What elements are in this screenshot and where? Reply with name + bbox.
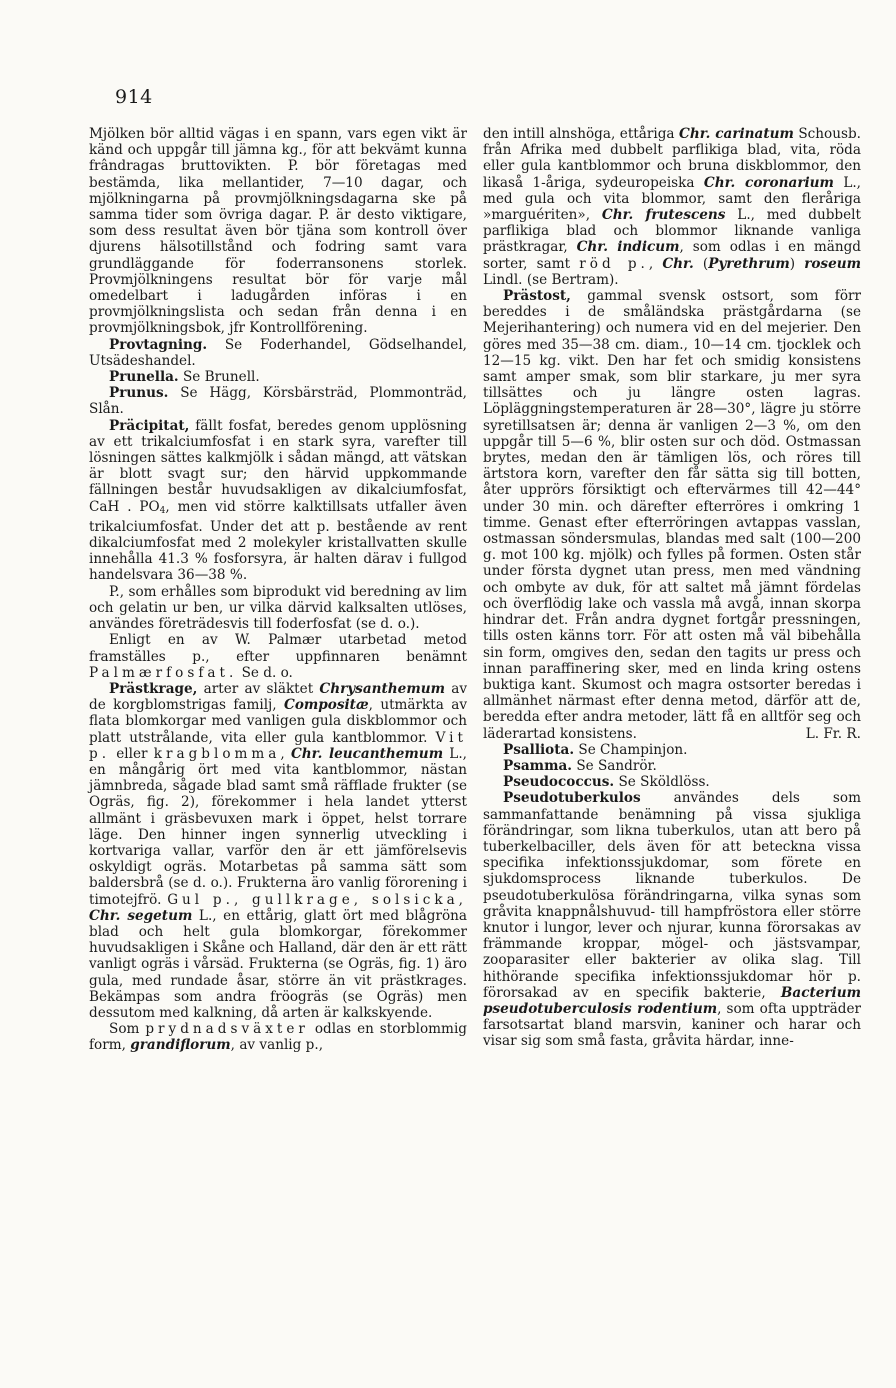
dictionary-entry (89, 681, 467, 1021)
dictionary-entry (483, 742, 861, 758)
dictionary-entry (483, 790, 861, 1049)
dictionary-entry (483, 758, 861, 774)
paragraph: Enligt en av W. Palmær utarbetad metod framställes p., efter uppfinnaren benämnt Palmærfosfat. Se d. o. (89, 632, 467, 681)
dictionary-entry (89, 337, 467, 369)
paragraph: P., som erhålles som biprodukt vid beredning av lim och gelatin ur ben, ur vilka därvid kalksalten utlöses, användes företrädesvis till foderfosfat (se d. o.). (89, 583, 467, 633)
dictionary-entry (89, 418, 467, 584)
left-column (89, 126, 467, 1054)
entry-headword: Prunella. (109, 369, 179, 386)
entry-body: användes dels som sammanfattande benämning på vissa sjukliga förändringar, som likna tuberkulos, utan att bero på tuberkelbaciller, dels även för att beteckna vissa specifika infektionssjukdomar, som förete en sjukdomsprocess liknande tuberkulos. De pseudotuberkulösa förändringarna, vilka synas som gråvita knappnålshuvud- till hampfröstora eller större knutor i lungor, lever och njurar, kunna förorsakas av främmande kroppar, mögel- och jästsvampar, zooparasiter eller bakterier av olika slag. Till hithörande specifika infektionssjukdomar hör p. förorsakad av en specifik bakterie, Bacterium pseudotuberculosis rodentium, som ofta uppträder farsotsartat bland marsvin, kaniner och harar och visar sig som små fasta, gråvita härdar, inne- (483, 790, 862, 1050)
entry-body: Se Brunell. (178, 369, 260, 386)
dictionary-entry (89, 369, 467, 385)
entry-headword: Präcipitat, (109, 417, 190, 434)
entry-body: Se Hägg, Körsbärsträd, Plommonträd, Slån. (89, 385, 467, 418)
entry-headword: Pseudococcus. (503, 774, 615, 791)
entry-body: Se Foderhandel, Gödselhandel, Utsädeshandel. (89, 336, 467, 369)
entry-headword: Provtagning. (109, 336, 208, 353)
entry-body: gammal svensk ostsort, som förr bereddes i de småländska prästgårdarna (se Mejerihantering) och numera vid en del mejerier. Den göres med 35—38 cm. diam., 10—14 cm. tjocklek och 12—15 kg. vikt. Den har fet och smidig konsistens samt amper smak, som blir starkare, ju mer syra tillsättes och ju längre osten lagras. Löpläggningstemperaturen är 28—30°, lägre ju större syretillsatsen är; denna är vanligen 2—3 %, om den uppgår till 5—6 %, blir osten sur och död. Ostmassan brytes, medan den är tämligen lös, och röres till ärtstora korn, varefter den får sätta sig till botten, åter upprörs försiktigt och eftervärmes till 42—44° under 30 min. och därefter efterröres i omkring 1 timme. Genast efter efterröringen avtappas vasslan, ostmassan söndersmulas, blandas med salt (100—200 g. mot 100 kg. mjölk) och fylles på formen. Osten står under första dygnet utan press, men med vändning och ombyte av duk, för att saltet må jämnt fördelas och överflödig lake och vassla må avgå, innan skorpa hindrar det. Från andra dygnet fortgår pressningen, tills osten känns torr. För att osten må väl bibehålla sin form, omgives den, sedan den tagits ur press och innan paraffinering sker, med en linda kring ostens buktiga kant. Skumost och magra ostsorter beredas i allmänhet närmast efter denna metod, därför att de, beredda efter andra metoder, lätt få en alltför seg och läderartad konsistens. (483, 288, 861, 742)
dictionary-entry (483, 288, 861, 742)
entry-body: arter av släktet Chrysanthemum av de korgblomstrigas familj, Compositæ, utmärkta av flata blomkorgar med vanligen gula diskblommor och platt utstrålande, vita eller gula kantblommor. Vit p. eller kragblomma, Chr. leucanthemum L., en mångårig ört med vita kantblommor, nästan jämnbreda, sågade blad samt små räfflade frukter (se Ogräs, fig. 2), förekommer i hela landet ytterst allmänt i gräsbevuxen mark i öppet, helst torrare läge. Den hinner ingen synnerlig utveckling i kortvariga vallar, varför den är ett jämförelsevis oskyldigt ogräs. Motarbetas på samma sätt som baldersbrå (se d. o.). Frukterna äro vanlig förorening i timotejfrö. Gul p., gullkrage, solsicka, Chr. segetum L., en ettårig, glatt ört med blågröna blad och helt gula blomkorgar, förekommer huvudsakligen i Skåne och Halland, där den är ett rätt vanligt ogräs i vårsäd. Frukterna (se Ogräs, fig. 1) äro gula, med rundade åsar, större än vit prästkrages. Bekämpas som andra fröogräs (se Ogräs) men dessutom med kalkning, då arten är kalkskyende. (89, 680, 468, 1021)
continued-paragraph: Mjölken bör alltid vägas i en spann, vars egen vikt är känd och uppgår till jämna kg., för att bekvämt kunna frândragas bruttovikten. P. bör företagas med bestämda, lika mellantider, 7—10 dagar, och mjölkningarna på provmjölkningsdagarna ske på samma tider som övriga dagar. P. är desto viktigare, som dess resultat även bör tjäna som kontroll över djurens hälsotillstånd och fodring samt vara grundläggande för foderransonens storlek. Provmjölkningens resultat bör för varje mål omedelbart i ladugården införas i en provmjölkningslista och sedan från denna i en provmjölkningsbok, jfr Kontrollförening. (89, 126, 467, 337)
paragraph: Som prydnadsväxter odlas en storblommig form, grandiflorum, av vanlig p., (89, 1021, 467, 1054)
entry-headword: Psalliota. (503, 741, 575, 758)
entry-headword: Prästost, (503, 288, 571, 305)
continued-paragraph: den intill alnshöga, ettåriga Chr. carinatum Schousb. från Afrika med dubbelt parflikiga blad, vita, röda eller gula kantblommor och bruna diskblommor, den likaså 1-åriga, sydeuropeiska Chr. coronarium L., med gula och vita blommor, samt den fleråriga »marguériten», Chr. frutescens L., med dubbelt parflikiga blad och blommor liknande vanliga prästkragar, Chr. indicum, som odlas i en mängd sorter, samt röd p., Chr. (Pyrethrum) roseum Lindl. (se Bertram). (483, 126, 862, 288)
page-number: 914 (115, 86, 153, 108)
entry-body: fällt fosfat, beredes genom upplösning av ett trikalciumfosfat i en stark syra, varefter till lösningen sättes kalkmjölk i sådan mängd, att vätskan är blott svagt sur; den härvid uppkommande fällningen består huvudsakligen av dikalciumfosfat, CaH . $PO_4$, men vid större kalktillsats utfaller även trikalciumfosfat. Under det att p. bestående av rent dikalciumfosfat med 2 molekyler kristallvatten skulle innehålla 41.3 % fosforsyra, är halten därav i fullgod handelsvara 36—38 %. (89, 417, 467, 584)
entry-body: Se Sköldlöss. (614, 774, 710, 791)
author-signature: L. Fr. R. (805, 725, 861, 742)
right-column (483, 126, 861, 1050)
dictionary-entry (483, 774, 861, 790)
entry-headword: Psamma. (503, 757, 572, 774)
dictionary-entry (89, 385, 467, 417)
entry-headword: Prästkrage, (109, 680, 198, 697)
entry-body: Se Sandrör. (572, 757, 657, 774)
entry-headword: Prunus. (109, 385, 169, 402)
entry-body: Se Champinjon. (574, 741, 688, 758)
entry-headword: Pseudotuberkulos (503, 790, 641, 807)
